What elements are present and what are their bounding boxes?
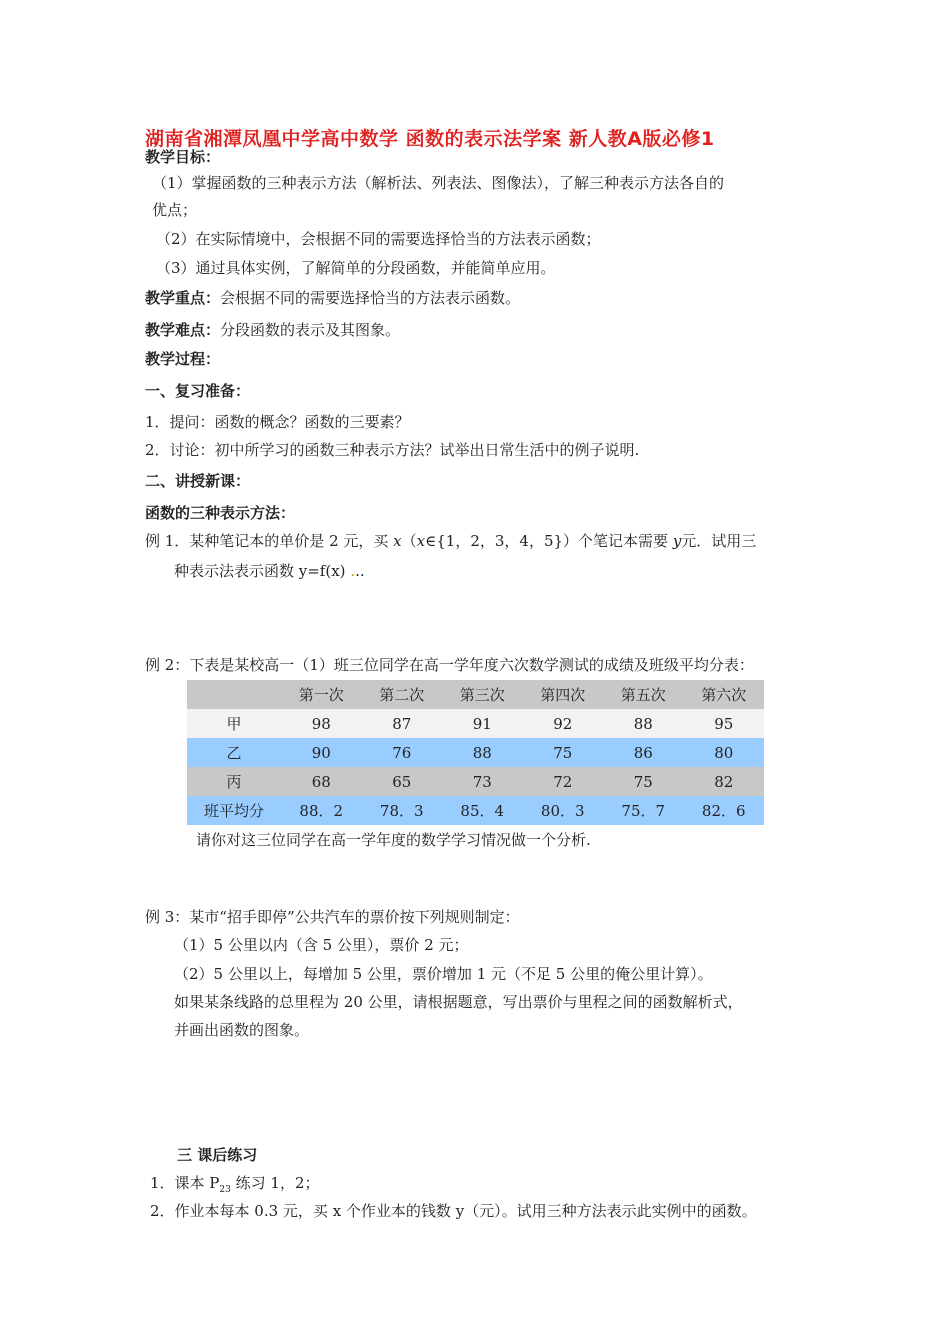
goal-item-2: （2）在实际情境中，会根据不同的需要选择恰当的方法表示函数； — [156, 230, 601, 248]
table-cell: 90 — [281, 738, 362, 767]
goal-item-1-line-2: 优点； — [152, 201, 198, 219]
example-3-intro: 例 3：某市“招手即停”公共汽车的票价按下列规则制定： — [145, 908, 520, 926]
table-cell: 85．4 — [442, 796, 523, 825]
table-cell: 75 — [523, 738, 604, 767]
example-1-paren: （ — [401, 532, 417, 550]
homework-item-1 — [150, 1173, 319, 1200]
example-1-dot: . — [350, 562, 356, 580]
review-question-1: 1．提问：函数的概念？函数的三要素？ — [145, 413, 410, 431]
table-cell: 88 — [603, 709, 684, 738]
table-header-cell: 第一次 — [281, 680, 362, 709]
table-row — [187, 796, 764, 825]
example-3-rule-2: （2）5 公里以上，每增加 5 公里，票价增加 1 元（不足 5 公里的俺公里计算）。 — [174, 965, 713, 983]
example-3-rule-1: （1）5 公里以内（含 5 公里），票价 2 元； — [174, 936, 469, 954]
process-heading: 教学过程： — [145, 350, 221, 368]
table-cell: 98 — [281, 709, 362, 738]
example-1-suffix: 元．试用三 — [681, 532, 757, 550]
table-cell: 82．6 — [684, 796, 765, 825]
example-1-var-x2: x — [416, 532, 426, 550]
difficulty-label: 教学难点： — [145, 321, 221, 339]
table-cell: 65 — [362, 767, 443, 796]
new-lesson-heading: 二、讲授新课： — [145, 472, 251, 490]
table-cell: 92 — [523, 709, 604, 738]
key-point-text: 会根据不同的需要选择恰当的方法表示函数。 — [220, 289, 521, 307]
table-cell: 75 — [603, 767, 684, 796]
table-cell: 80．3 — [523, 796, 604, 825]
example-1-function: 种表示法表示函数 y=f(x) — [174, 562, 346, 580]
example-1-tail: .. — [355, 562, 365, 580]
table-row — [187, 709, 764, 738]
example-1-set: ∈{1，2，3，4，5}）个笔记本需要 — [425, 532, 673, 550]
homework-heading: 三 课后练习 — [177, 1146, 258, 1164]
table-header-cell: 第二次 — [362, 680, 443, 709]
table-cell: 82 — [684, 767, 765, 796]
scores-table — [187, 680, 764, 825]
table-header-cell: 第五次 — [603, 680, 684, 709]
table-cell: 78．3 — [362, 796, 443, 825]
table-row — [187, 767, 764, 796]
homework-item-1-subscript: 23 — [219, 1185, 231, 1195]
table-cell: 73 — [442, 767, 523, 796]
table-row-label: 甲 — [187, 709, 281, 738]
new-lesson-subheading: 函数的三种表示方法： — [145, 504, 296, 522]
homework-item-1-prefix: 1．课本 P — [150, 1174, 220, 1192]
table-cell: 68 — [281, 767, 362, 796]
table-row-label: 乙 — [187, 738, 281, 767]
table-row-label: 班平均分 — [187, 796, 281, 825]
table-cell: 88．2 — [281, 796, 362, 825]
goals-heading: 教学目标： — [145, 148, 221, 166]
table-header-cell: 第六次 — [684, 680, 765, 709]
table-row-label: 丙 — [187, 767, 281, 796]
example-1-var-y: y — [672, 532, 682, 550]
table-header-cell — [187, 680, 281, 709]
example-3-line-4: 并画出函数的图象。 — [174, 1021, 310, 1039]
difficulty — [145, 320, 400, 340]
example-1-var-x: x — [393, 532, 402, 550]
example-2-question: 请你对这三位同学在高一学年度的数学学习情况做一个分析. — [196, 831, 591, 849]
table-row — [187, 738, 764, 767]
table-cell: 88 — [442, 738, 523, 767]
review-heading: 一、复习准备： — [145, 382, 251, 400]
table-cell: 75．7 — [603, 796, 684, 825]
table-cell: 95 — [684, 709, 765, 738]
homework-item-2: 2．作业本每本 0.3 元，买 x 个作业本的钱数 y（元）。试用三种方法表示此实例中的函数。 — [150, 1202, 757, 1220]
example-1-line-2 — [174, 561, 365, 581]
table-cell: 87 — [362, 709, 443, 738]
table-cell: 86 — [603, 738, 684, 767]
table-header-row — [187, 680, 764, 709]
table-cell: 91 — [442, 709, 523, 738]
document-title: 湖南省湘潭凤凰中学高中数学 函数的表示法学案 新人教A版必修1 — [145, 128, 715, 150]
homework-item-1-suffix: 练习 1，2； — [230, 1174, 320, 1192]
example-2-intro: 例 2：下表是某校高一（1）班三位同学在高一学年度六次数学测试的成绩及班级平均分表： — [145, 656, 754, 674]
table-cell: 80 — [684, 738, 765, 767]
key-point-label: 教学重点： — [145, 289, 221, 307]
example-1-prefix: 例 1．某种笔记本的单价是 2 元，买 — [145, 532, 394, 550]
goal-item-1-line-1: （1）掌握函数的三种表示方法（解析法、列表法、图像法），了解三种表示方法各自的 — [152, 174, 725, 192]
goal-item-3: （3）通过具体实例，了解简单的分段函数，并能简单应用。 — [156, 259, 556, 277]
review-question-2: 2．讨论：初中所学习的函数三种表示方法？试举出日常生活中的例子说明. — [145, 441, 640, 459]
table-cell: 76 — [362, 738, 443, 767]
key-point — [145, 288, 520, 308]
difficulty-text: 分段函数的表示及其图象。 — [220, 321, 401, 339]
example-1-line-1 — [145, 531, 756, 551]
table-header-cell: 第四次 — [523, 680, 604, 709]
table-header-cell: 第三次 — [442, 680, 523, 709]
table-cell: 72 — [523, 767, 604, 796]
example-3-line-3: 如果某条线路的总里程为 20 公里，请根据题意，写出票价与里程之间的函数解析式， — [174, 993, 743, 1011]
